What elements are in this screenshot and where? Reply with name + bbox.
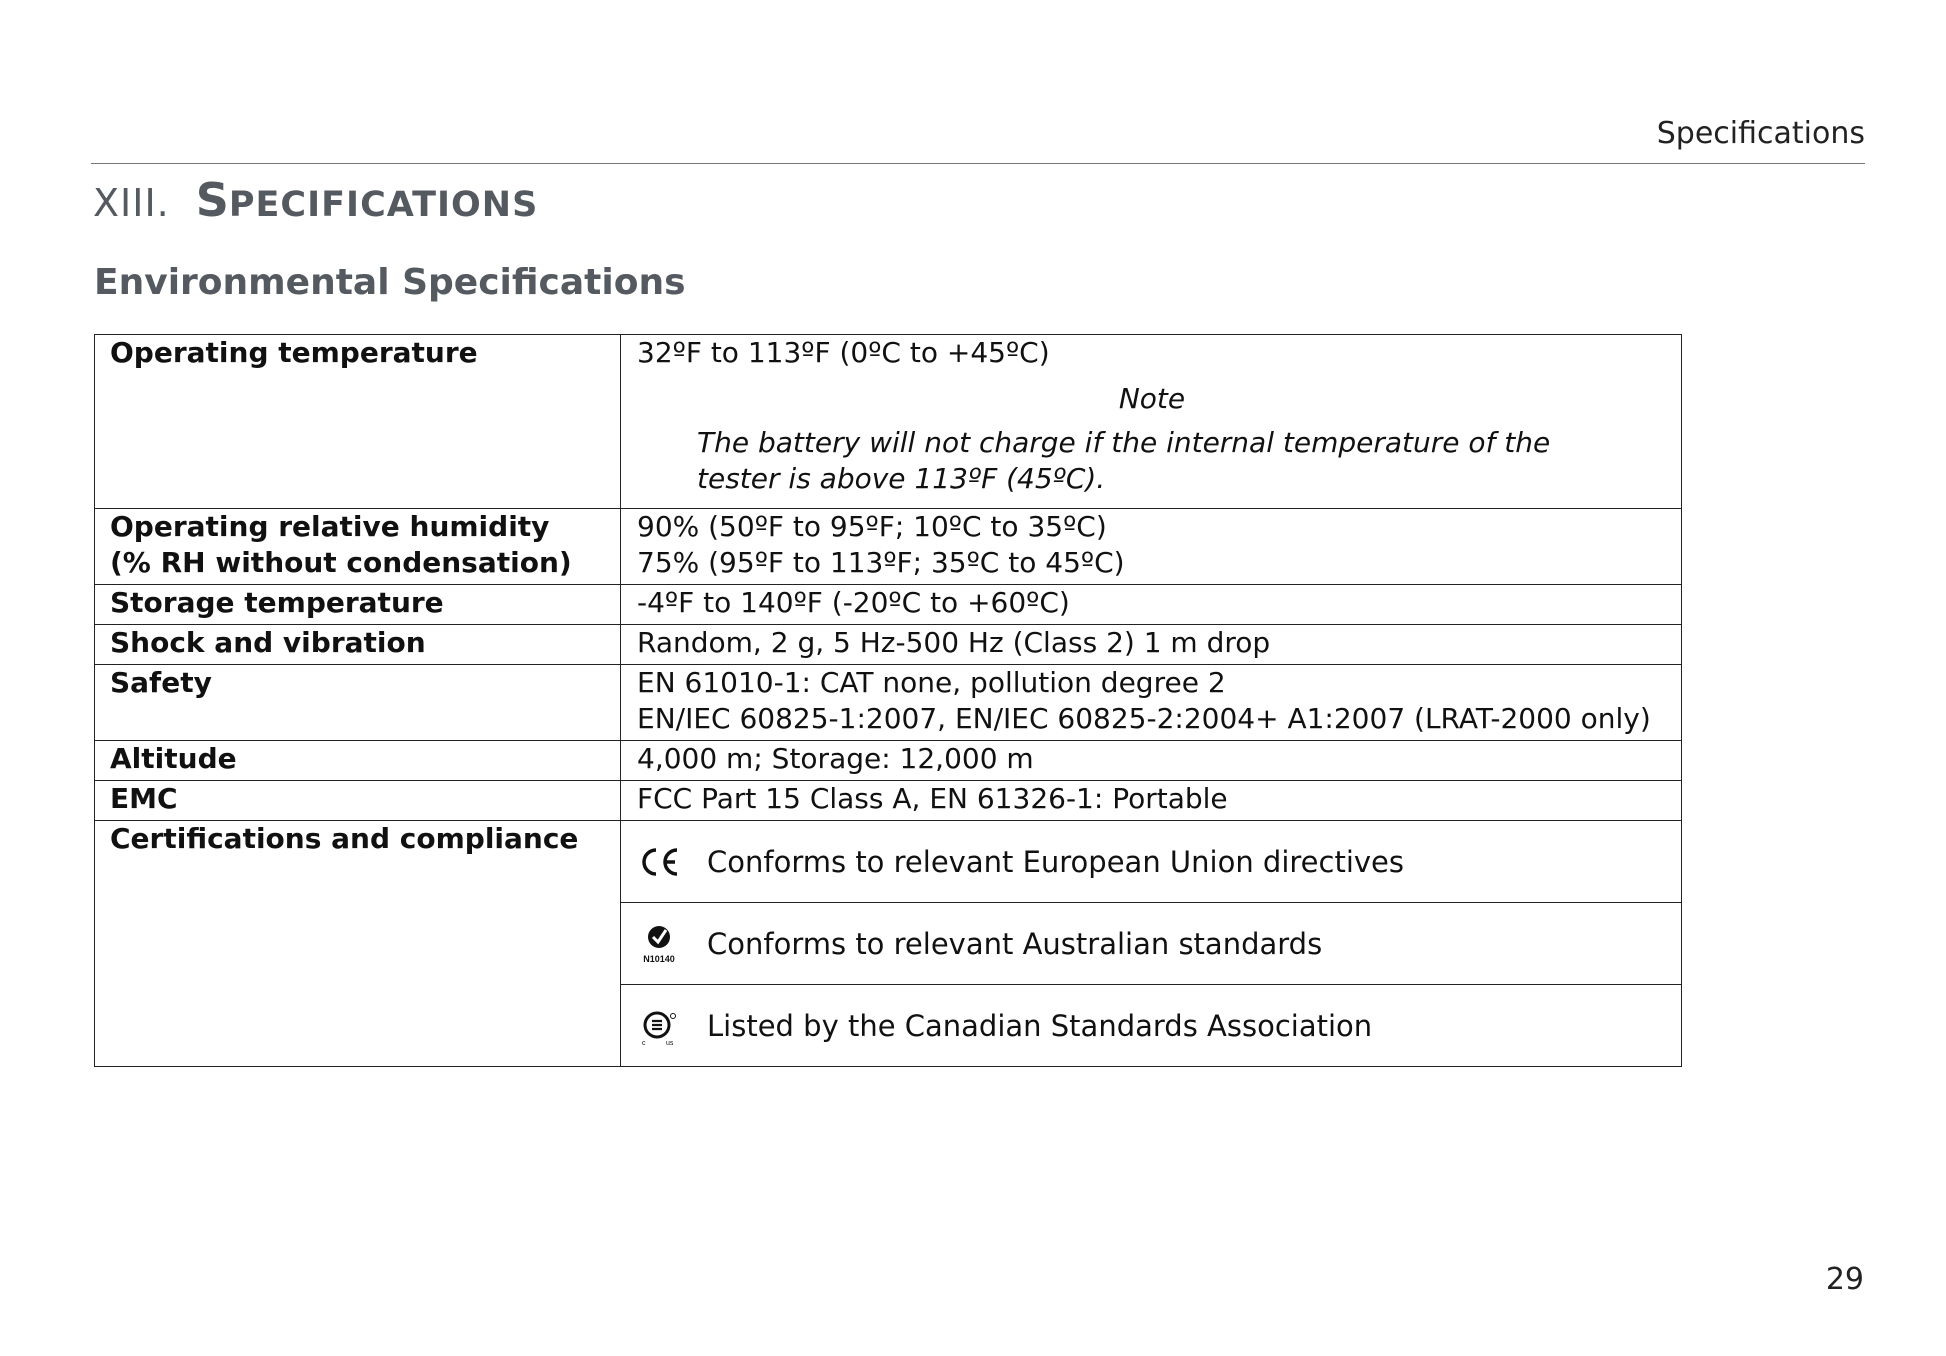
certification-row xyxy=(621,903,1681,985)
svg-text:us: us xyxy=(666,1039,674,1047)
table-row xyxy=(95,335,1682,509)
c-tick-code: N10140 xyxy=(643,953,675,964)
spec-label: Operating relative humidity xyxy=(110,510,550,543)
ce-mark-icon xyxy=(637,840,681,884)
spec-value-cell xyxy=(621,509,1682,585)
table-row xyxy=(95,585,1682,625)
spec-label: Operating temperature xyxy=(95,335,621,509)
spec-label-cell xyxy=(95,509,621,585)
certification-text: Listed by the Canadian Standards Association xyxy=(707,1008,1373,1043)
spec-value-cell xyxy=(621,665,1682,741)
section-title: Environmental Specifications xyxy=(94,262,686,303)
note-text: The battery will not charge if the internal temperature of the tester is above 113ºF (45ºC). xyxy=(697,426,1551,495)
spec-value: 90% (50ºF to 95ºF; 10ºC to 35ºC) xyxy=(637,510,1107,543)
c-tick-mark-icon xyxy=(637,922,681,966)
certification-text: Conforms to relevant Australian standards xyxy=(707,926,1323,961)
table-row xyxy=(95,781,1682,821)
table-row xyxy=(95,665,1682,741)
certification-text: Conforms to relevant European Union directives xyxy=(707,844,1405,879)
table-row xyxy=(95,741,1682,781)
spec-value: 4,000 m; Storage: 12,000 m xyxy=(621,741,1682,781)
spec-value: FCC Part 15 Class A, EN 61326-1: Portable xyxy=(621,781,1682,821)
chapter-title-rest: PECIFICATIONS xyxy=(228,185,539,225)
spec-value: EN/IEC 60825-1:2007, EN/IEC 60825-2:2004+ A1:2007 (LRAT-2000 only) xyxy=(637,702,1651,735)
environmental-specifications-table xyxy=(94,334,1682,1067)
certifications-cell xyxy=(621,821,1682,1067)
spec-label-sub: (% RH without condensation) xyxy=(110,546,572,579)
csa-mark-icon xyxy=(637,1004,681,1048)
spec-label: EMC xyxy=(95,781,621,821)
certification-row xyxy=(621,821,1681,903)
page-number: 29 xyxy=(1825,1262,1864,1297)
spec-value: 75% (95ºF to 113ºF; 35ºC to 45ºC) xyxy=(637,546,1125,579)
spec-value: -4ºF to 140ºF (-20ºC to +60ºC) xyxy=(621,585,1682,625)
spec-value: Random, 2 g, 5 Hz-500 Hz (Class 2) 1 m drop xyxy=(621,625,1682,665)
header-divider xyxy=(91,163,1865,164)
chapter-numeral: XIII. xyxy=(93,181,170,225)
running-header: Specifications xyxy=(1656,116,1865,151)
chapter-title xyxy=(93,173,538,227)
spec-label: Storage temperature xyxy=(95,585,621,625)
spec-label: Altitude xyxy=(95,741,621,781)
svg-text:c: c xyxy=(642,1039,646,1047)
spec-value: EN 61010-1: CAT none, pollution degree 2 xyxy=(637,666,1226,699)
table-row xyxy=(95,625,1682,665)
table-row xyxy=(95,509,1682,585)
spec-label: Certifications and compliance xyxy=(95,821,621,1067)
spec-value: 32ºF to 113ºF (0ºC to +45ºC) xyxy=(637,336,1050,369)
spec-label: Shock and vibration xyxy=(95,625,621,665)
certification-row xyxy=(621,985,1681,1066)
table-row xyxy=(95,821,1682,1067)
spec-label: Safety xyxy=(95,665,621,741)
note-title: Note xyxy=(1118,382,1186,415)
chapter-title-initial: S xyxy=(195,173,229,227)
spec-value-cell xyxy=(621,335,1682,509)
